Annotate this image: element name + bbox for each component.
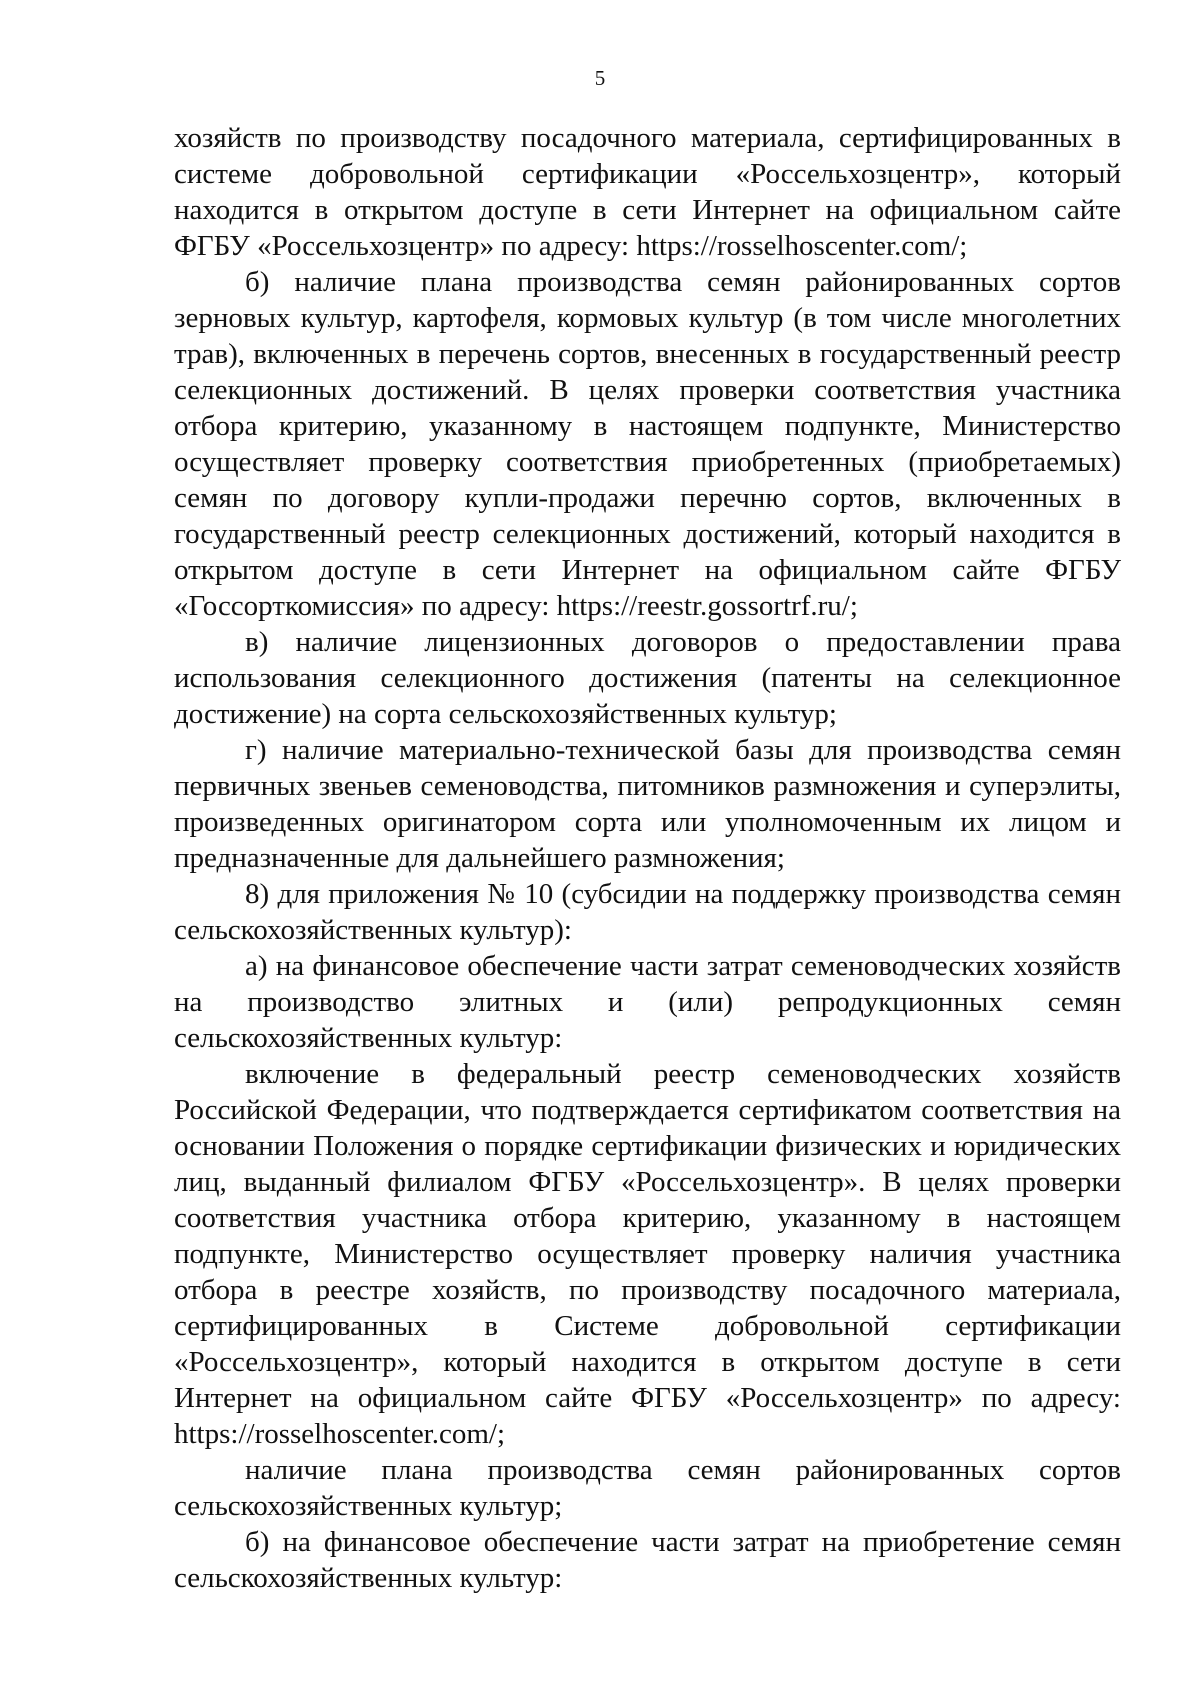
body-paragraph: хозяйств по производству посадочного материала, сертифицированных в системе добровольной сертификации «Россельхозцентр», который находится в открытом доступе в сети Интернет на официальном сайте ФГБУ «Россельхозцентр» по адресу: https://rosselhoscenter.com/; (174, 122, 1121, 262)
body-paragraph: б) наличие плана производства семян районированных сортов зерновых культур, картофеля, кормовых культур (в том числе многолетних трав), включенных в перечень сортов, внесенных в государственный реестр селекционных достижений. В целях проверки соответствия участника отбора критерию, указанному в настоящем подпункте, Министерство осуществляет проверку соответствия приобретенных (приобретаемых) семян по договору купли-продажи перечню сортов, включенных в государственный реестр селекционных достижений, который находится в открытом доступе в сети Интернет на официальном сайте ФГБУ «Госсорткомиссия» по адресу: https://reestr.gossortrf.ru/; (174, 266, 1121, 622)
body-paragraph: 8) для приложения № 10 (субсидии на поддержку производства семян сельскохозяйственных культур): (174, 878, 1121, 946)
body-paragraph: включение в федеральный реестр семеноводческих хозяйств Российской Федерации, что подтверждается сертификатом соответствия на основании Положения о порядке сертификации физических и юридических лиц, выданный филиалом ФГБУ «Россельхозцентр». В целях проверки соответствия участника отбора критерию, указанному в настоящем подпункте, Министерство осуществляет проверку наличия участника отбора в реестре хозяйств, по производству посадочного материала, сертифицированных в Системе добровольной сертификации «Россельхозцентр», который находится в открытом доступе в сети Интернет на официальном сайте ФГБУ «Россельхозцентр» по адресу: https://rosselhoscenter.com/; (174, 1058, 1121, 1450)
body-paragraph: б) на финансовое обеспечение части затрат на приобретение семян сельскохозяйственных культур: (174, 1526, 1121, 1594)
body-paragraph: в) наличие лицензионных договоров о предоставлении права использования селекционного достижения (патенты на селекционное достижение) на сорта сельскохозяйственных культур; (174, 626, 1121, 730)
document-body (174, 120, 1121, 1596)
body-paragraph: а) на финансовое обеспечение части затрат семеноводческих хозяйств на производство элитных и (или) репродукционных семян сельскохозяйственных культур: (174, 950, 1121, 1054)
page-number: 5 (594, 66, 606, 90)
body-paragraph: г) наличие материально-технической базы для производства семян первичных звеньев семеноводства, питомников размножения и суперэлиты, произведенных оригинатором сорта или уполномоченным их лицом и предназначенные для дальнейшего размножения; (174, 734, 1121, 874)
body-paragraph: наличие плана производства семян районированных сортов сельскохозяйственных культур; (174, 1454, 1121, 1522)
